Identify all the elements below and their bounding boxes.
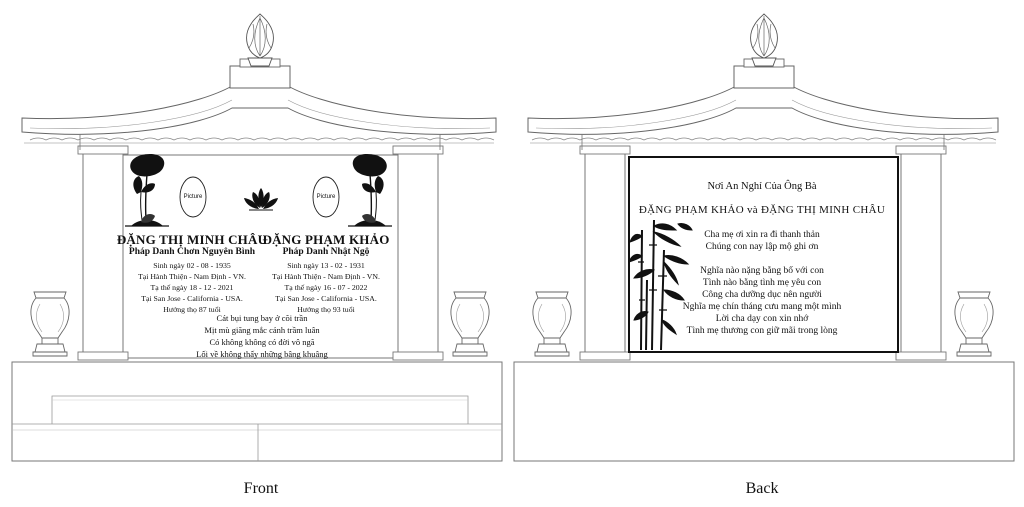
back-base bbox=[514, 362, 1014, 461]
left-detail-line: Tại San Jose - California - USA. bbox=[141, 294, 243, 303]
left-name: ĐẶNG THỊ MINH CHÂU bbox=[116, 232, 268, 247]
front-poem-line: Lối về không thấy những bâng khuâng bbox=[196, 349, 328, 359]
picture-placeholder-right: Picture bbox=[316, 194, 336, 200]
back-verse-line: Nghĩa mẹ chín tháng cưu mang một mình bbox=[682, 302, 842, 312]
back-verse-line: Lời cha dạy con xin nhớ bbox=[715, 314, 809, 324]
back-names: ĐẶNG PHẠM KHẢO và ĐẶNG THỊ MINH CHÂU bbox=[638, 204, 886, 216]
back-verse-line: Công cha dưỡng dục nên người bbox=[702, 290, 822, 300]
left-detail-line: Tạ thế ngày 18 - 12 - 2021 bbox=[150, 283, 234, 292]
right-name: ĐẶNG PHẠM KHẢO bbox=[262, 232, 390, 247]
back-roof bbox=[528, 86, 998, 134]
back-verse-line: Chúng con nay lập mộ ghi ơn bbox=[705, 242, 819, 252]
front-base bbox=[12, 362, 502, 461]
right-dharma-name: Pháp Danh Nhật Ngộ bbox=[282, 247, 370, 257]
back-verse-line: Tình mẹ thương con giữ mãi trong lòng bbox=[686, 326, 838, 336]
back-verse-line: Tình nào bằng tình mẹ yêu con bbox=[702, 278, 822, 288]
right-detail-line: Sinh ngày 13 - 02 - 1931 bbox=[287, 261, 365, 270]
front-roof bbox=[22, 86, 496, 134]
front-poem-line: Mịt mù giăng mắc cảnh trầm luân bbox=[204, 325, 320, 335]
picture-placeholder-left: Picture bbox=[183, 194, 203, 200]
front-caption: Front bbox=[243, 480, 279, 497]
left-detail-line: Tại Hành Thiện - Nam Định - VN. bbox=[138, 272, 246, 281]
right-detail-line: Hưởng thọ 93 tuổi bbox=[297, 305, 355, 314]
back-title: Nơi An Nghỉ Của Ông Bà bbox=[707, 181, 817, 192]
right-detail-line: Tạ thế ngày 16 - 07 - 2022 bbox=[284, 283, 368, 292]
right-detail-line: Tại San Jose - California - USA. bbox=[275, 294, 377, 303]
left-dharma-name: Pháp Danh Chơn Nguyên Bình bbox=[128, 247, 256, 257]
right-detail-line: Tại Hành Thiện - Nam Định - VN. bbox=[272, 272, 380, 281]
left-detail-line: Hưởng thọ 87 tuổi bbox=[163, 305, 221, 314]
back-caption: Back bbox=[745, 480, 779, 497]
back-verse-line: Nghĩa nào nặng bằng bố với con bbox=[700, 266, 824, 276]
front-poem-line: Có không không có đời vô ngã bbox=[209, 337, 315, 347]
back-verse-line: Cha mẹ ơi xin ra đi thanh thản bbox=[704, 230, 820, 240]
front-poem-line: Cát bụi tung bay ở cõi trần bbox=[216, 313, 308, 323]
left-detail-line: Sinh ngày 02 - 08 - 1935 bbox=[153, 261, 231, 270]
